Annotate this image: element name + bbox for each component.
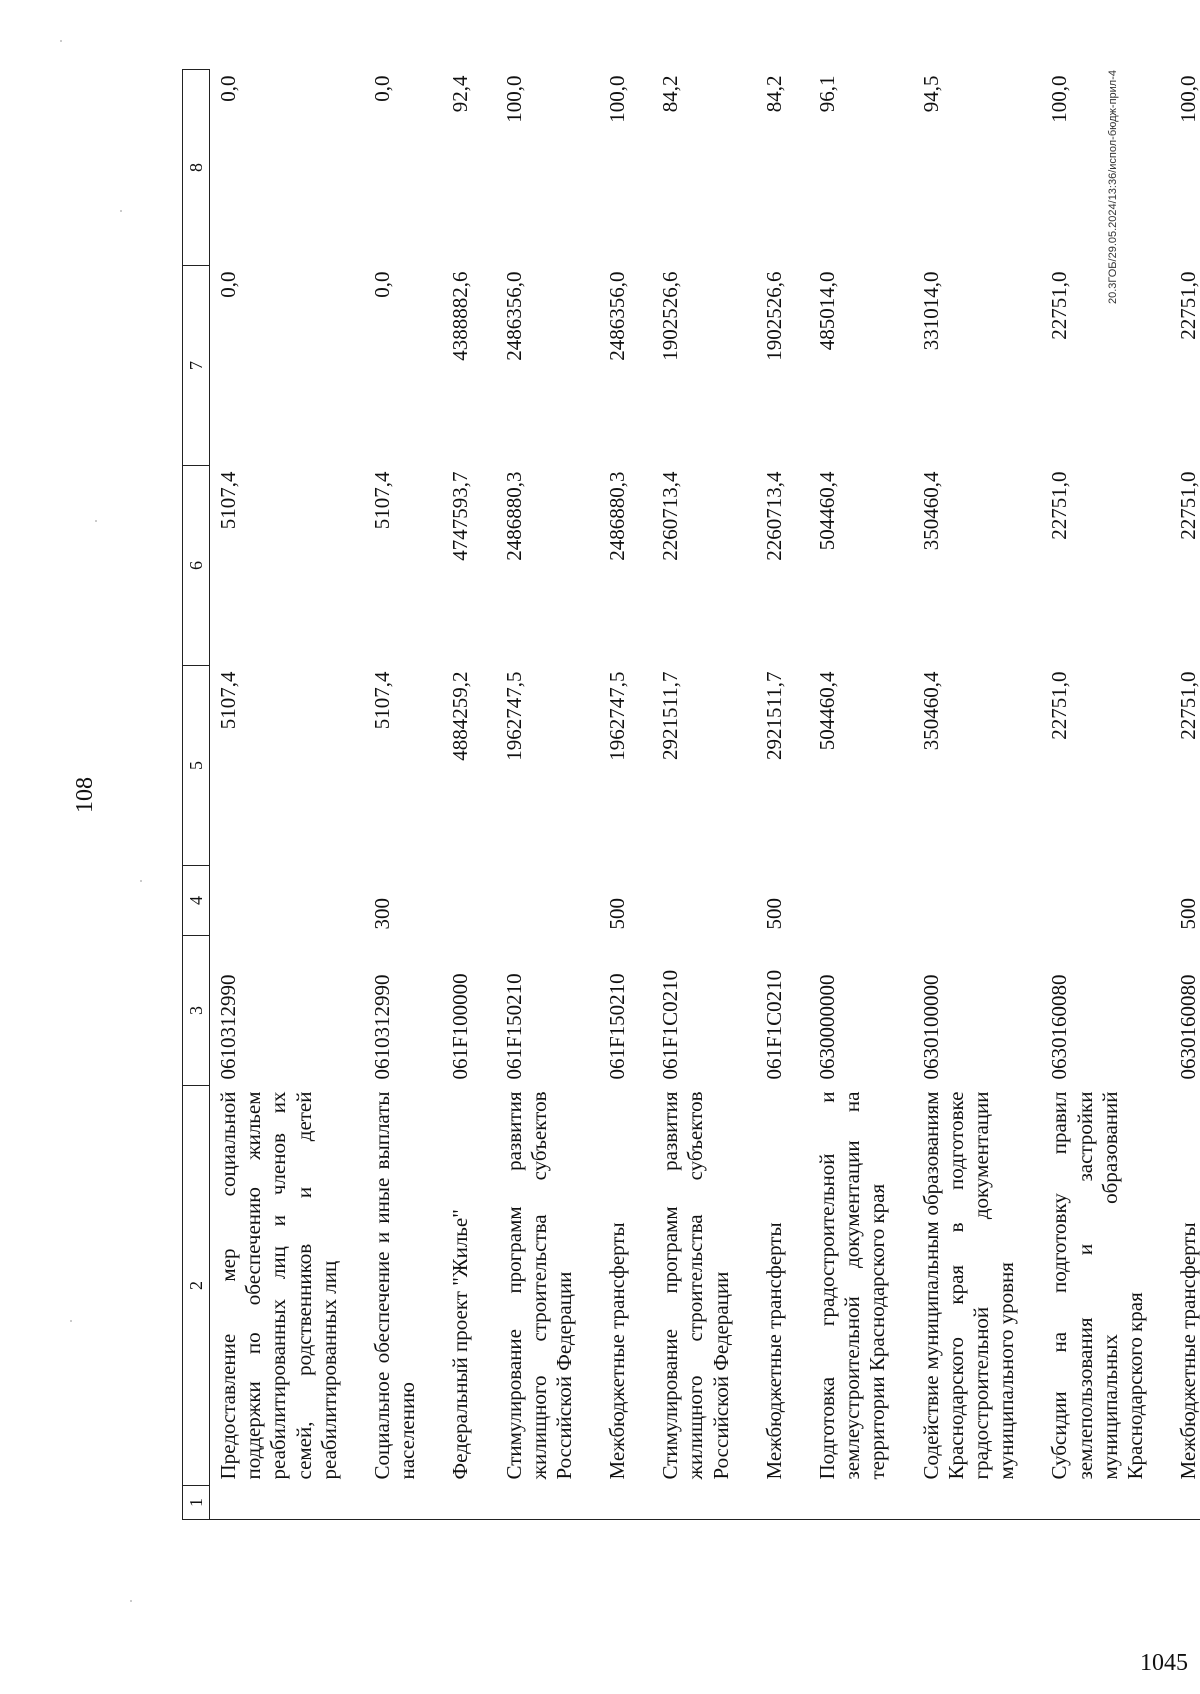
- table-row: [809, 70, 913, 1520]
- revised-amount-cell: 5107,4: [369, 471, 394, 530]
- item-name-cell: Федеральный проект "Жилье": [448, 1209, 473, 1480]
- row-index-cell: [1041, 1486, 1170, 1520]
- approved-amount-cell: 2921511,7: [658, 671, 683, 760]
- item-name-cell: Субсидии на подготовку правил землепользования и застройки муниципальных образований Краснодарского края: [1047, 1091, 1147, 1480]
- row-index-cell: [442, 1486, 495, 1520]
- revised-amount-cell: 22751,0: [1176, 471, 1200, 540]
- table-row: [1041, 70, 1170, 1520]
- table-row: [442, 70, 495, 1520]
- approved-amount-cell: 4884259,2: [448, 671, 473, 761]
- item-name-cell: Содействие муниципальным образованиям Краснодарского края в подготовке градостроительной документации муниципального уровня: [918, 1091, 1019, 1480]
- expense-type-cell: 500: [761, 898, 786, 930]
- side-page-number: 1045: [1140, 1650, 1188, 1676]
- footer-stamp: 20.3ГОБ/29.05.2024/13:36/испол-бюдж-прил-4: [1107, 70, 1119, 304]
- target-article-code-cell: 061F150210: [605, 973, 630, 1080]
- expense-type-cell: [210, 866, 364, 936]
- expense-type-cell: [1041, 866, 1170, 936]
- expense-type-cell: [496, 866, 600, 936]
- execution-percent-cell: 84,2: [658, 75, 683, 113]
- approved-amount-cell: 2921511,7: [761, 671, 786, 760]
- executed-amount-cell: 4388882,6: [448, 271, 473, 361]
- execution-percent-cell: 92,4: [448, 75, 473, 113]
- target-article-code-cell: 061F1C0210: [658, 969, 683, 1080]
- executed-amount-cell: 2486356,0: [501, 271, 526, 361]
- column-number-cell: 6: [183, 466, 210, 666]
- target-article-code-cell: 061F1C0210: [761, 969, 786, 1080]
- table-row: [756, 70, 809, 1520]
- rotated-page: [72, 70, 1200, 1520]
- row-index-cell: [652, 1486, 756, 1520]
- executed-amount-cell: 485014,0: [815, 271, 839, 351]
- column-number-cell: 2: [183, 1086, 210, 1486]
- executed-amount-cell: 1902526,6: [658, 271, 683, 361]
- approved-amount-cell: 350460,4: [918, 671, 943, 751]
- target-article-code-cell: 0630100000: [918, 974, 943, 1080]
- execution-percent-cell: 94,5: [918, 75, 943, 113]
- revised-amount-cell: 504460,4: [815, 471, 839, 551]
- scan-speck: [60, 40, 62, 42]
- table-row: [1170, 70, 1200, 1520]
- approved-amount-cell: 5107,4: [369, 671, 394, 730]
- execution-percent-cell: 0,0: [216, 75, 240, 102]
- executed-amount-cell: 22751,0: [1047, 271, 1072, 340]
- column-number-cell: 5: [183, 666, 210, 866]
- executed-amount-cell: 1902526,6: [761, 271, 786, 361]
- table-row: [913, 70, 1042, 1520]
- execution-percent-cell: 100,0: [605, 75, 630, 123]
- column-number-cell: 1: [183, 1486, 210, 1520]
- item-name-cell: Межбюджетные трансферты: [761, 1222, 786, 1480]
- target-article-code-cell: 0610312990: [369, 974, 394, 1080]
- table-body: [210, 70, 1200, 1520]
- expense-type-cell: 500: [605, 898, 630, 930]
- approved-amount-cell: 5107,4: [216, 671, 240, 730]
- item-name-cell: Межбюджетные трансферты: [1176, 1222, 1200, 1480]
- budget-table: [182, 69, 1200, 1520]
- executed-amount-cell: 331014,0: [918, 271, 943, 351]
- revised-amount-cell: 22751,0: [1047, 471, 1072, 540]
- execution-percent-cell: 100,0: [1047, 75, 1072, 123]
- revised-amount-cell: 2486880,3: [501, 471, 526, 561]
- expense-type-cell: [442, 866, 495, 936]
- table-row: [652, 70, 756, 1520]
- row-index-cell: [496, 1486, 600, 1520]
- table-row: [364, 70, 442, 1520]
- item-name-cell: Стимулирование программ развития жилищного строительства субъектов Российской Федерации: [501, 1091, 576, 1480]
- revised-amount-cell: 5107,4: [216, 471, 240, 530]
- table-row: [210, 70, 364, 1520]
- table-row: [496, 70, 600, 1520]
- execution-percent-cell: 96,1: [815, 75, 839, 113]
- expense-type-cell: [809, 866, 913, 936]
- item-name-cell: Предоставление мер социальной поддержки по обеспечению жильем реабилитированных лиц и членов их семей, родственников и детей реабилитированных лиц: [216, 1091, 341, 1480]
- item-name-cell: Стимулирование программ развития жилищного строительства субъектов Российской Федерации: [658, 1091, 733, 1480]
- row-index-cell: [364, 1486, 442, 1520]
- approved-amount-cell: 22751,0: [1047, 671, 1072, 740]
- item-name-cell: Социальное обеспечение и иные выплаты населению: [369, 1091, 420, 1480]
- expense-type-cell: 500: [1176, 898, 1200, 930]
- row-index-cell: [599, 1486, 652, 1520]
- revised-amount-cell: 2260713,4: [658, 471, 683, 561]
- target-article-code-cell: 0610312990: [216, 974, 240, 1080]
- scan-speck: [130, 1600, 132, 1602]
- target-article-code-cell: 0630160080: [1176, 974, 1200, 1080]
- approved-amount-cell: 504460,4: [815, 671, 839, 751]
- approved-amount-cell: 1962747,5: [605, 671, 630, 761]
- column-number-row: [183, 70, 210, 1520]
- executed-amount-cell: 0,0: [216, 271, 240, 298]
- scan-speck: [120, 210, 122, 212]
- expense-type-cell: [652, 866, 756, 936]
- expense-type-cell: [913, 866, 1042, 936]
- row-index-cell: [756, 1486, 809, 1520]
- row-index-cell: [809, 1486, 913, 1520]
- target-article-code-cell: 061F150210: [501, 973, 526, 1080]
- scan-speck: [140, 880, 142, 882]
- column-number-cell: 8: [183, 70, 210, 266]
- target-article-code-cell: 061F100000: [448, 973, 473, 1080]
- item-name-cell: Подготовка градостроительной и землеустроительной документации на территории Краснодарского края: [815, 1091, 890, 1480]
- revised-amount-cell: 350460,4: [918, 471, 943, 551]
- executed-amount-cell: 0,0: [369, 271, 394, 298]
- row-index-cell: [913, 1486, 1042, 1520]
- row-index-cell: [1170, 1486, 1200, 1520]
- revised-amount-cell: 2260713,4: [761, 471, 786, 561]
- execution-percent-cell: 0,0: [369, 75, 394, 102]
- row-index-cell: [210, 1486, 364, 1520]
- item-name-cell: Межбюджетные трансферты: [605, 1222, 630, 1480]
- column-number-cell: 4: [183, 866, 210, 936]
- page-number: 108: [72, 777, 98, 813]
- revised-amount-cell: 4747593,7: [448, 471, 473, 561]
- revised-amount-cell: 2486880,3: [605, 471, 630, 561]
- execution-percent-cell: 84,2: [761, 75, 786, 113]
- executed-amount-cell: 2486356,0: [605, 271, 630, 361]
- approved-amount-cell: 1962747,5: [501, 671, 526, 761]
- execution-percent-cell: 100,0: [501, 75, 526, 123]
- approved-amount-cell: 22751,0: [1176, 671, 1200, 740]
- column-number-cell: 7: [183, 266, 210, 466]
- executed-amount-cell: 22751,0: [1176, 271, 1200, 340]
- table-row: [599, 70, 652, 1520]
- column-number-cell: 3: [183, 936, 210, 1086]
- execution-percent-cell: 100,0: [1176, 75, 1200, 123]
- target-article-code-cell: 0630000000: [815, 974, 839, 1080]
- target-article-code-cell: 0630160080: [1047, 974, 1072, 1080]
- expense-type-cell: 300: [369, 898, 394, 930]
